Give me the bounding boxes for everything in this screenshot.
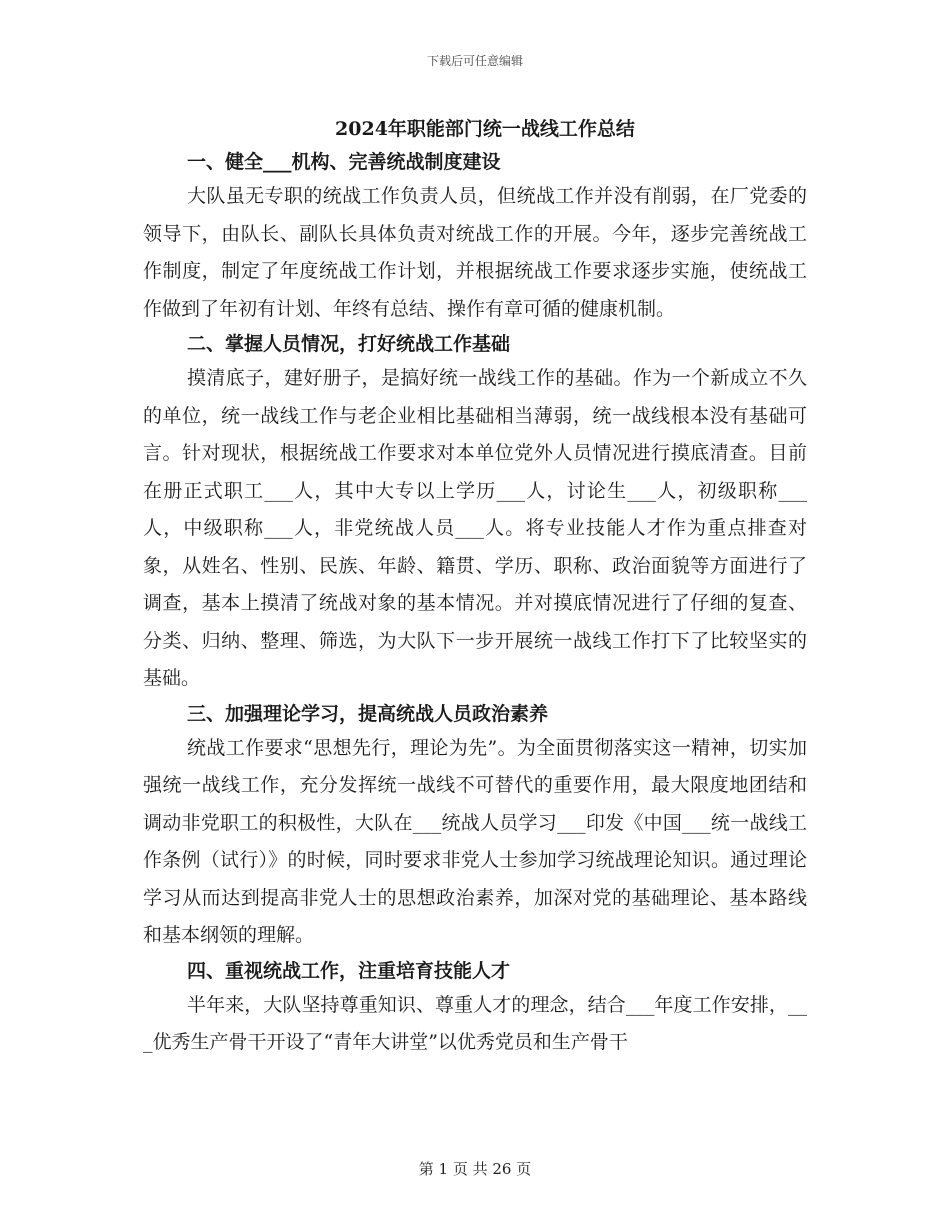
section-heading-1: 一、健全___机构、完善统战制度建设 xyxy=(187,151,501,173)
section-heading-3: 三、加强理论学习，提高统战人员政治素养 xyxy=(187,702,549,725)
section-paragraph-3: 统战工作要求“思想先行，理论为先”。为全面贯彻落实这一精神，切实加强统一战线工作，充分发挥统一战线不可替代的重要作用，最大限度地团结和调动非党职工的积极性，大队在___统战人员学习___印发《中国___统一战线工作条例（试行）》的时候，同时要求非党人士参加学习统战理论知识。通过理论学习从而达到提高非党人士的思想政治素养，加深对党的基础理论、基本路线和基本纲领的理解。 xyxy=(143,736,807,946)
section-paragraph-4: 半年来，大队坚持尊重知识、尊重人才的理念，结合___年度工作安排，___优秀生产骨干开设了“青年大讲堂”以优秀党员和生产骨干 xyxy=(143,993,807,1053)
page-header-note: 下载后可任意编辑 xyxy=(426,54,523,68)
section-heading-2: 二、掌握人员情况，打好统战工作基础 xyxy=(187,333,511,355)
section-paragraph-2: 摸清底子，建好册子，是搞好统一战线工作的基础。作为一个新成立不久的单位，统一战线工作与老企业相比基础相当薄弱，统一战线根本没有基础可言。针对现状，根据统战工作要求对本单位党外人员情况进行摸底清查。目前在册正式职工___人，其中大专以上学历___人，讨论生___人，初级职称___人，中级职称___人，非党统战人员___人。将专业技能人才作为重点排查对象，从姓名、性别、民族、年龄、籍贯、学历、职称、政治面貌等方面进行了调查，基本上摸清了统战对象的基本情况。并对摸底情况进行了仔细的复查、分类、归纳、整理、筛选，为大队下一步开展统一战线工作打下了比较坚实的基础。 xyxy=(143,367,807,689)
section-paragraph-1: 大队虽无专职的统战工作负责人员，但统战工作并没有削弱，在厂党委的领导下，由队长、副队长具体负责对统战工作的开展。今年，逐步完善统战工作制度，制定了年度统战工作计划，并根据统战工作要求逐步实施，使统战工作做到了年初有计划、年终有总结、操作有章可循的健康机制。 xyxy=(143,185,807,320)
section-heading-4: 四、重视统战工作，注重培育技能人才 xyxy=(187,959,511,982)
document-title: 2024年职能部门统一战线工作总结 xyxy=(335,118,635,140)
page-number-footer: 第 1 页 共 26 页 xyxy=(418,1160,532,1178)
document-body xyxy=(143,112,807,1062)
